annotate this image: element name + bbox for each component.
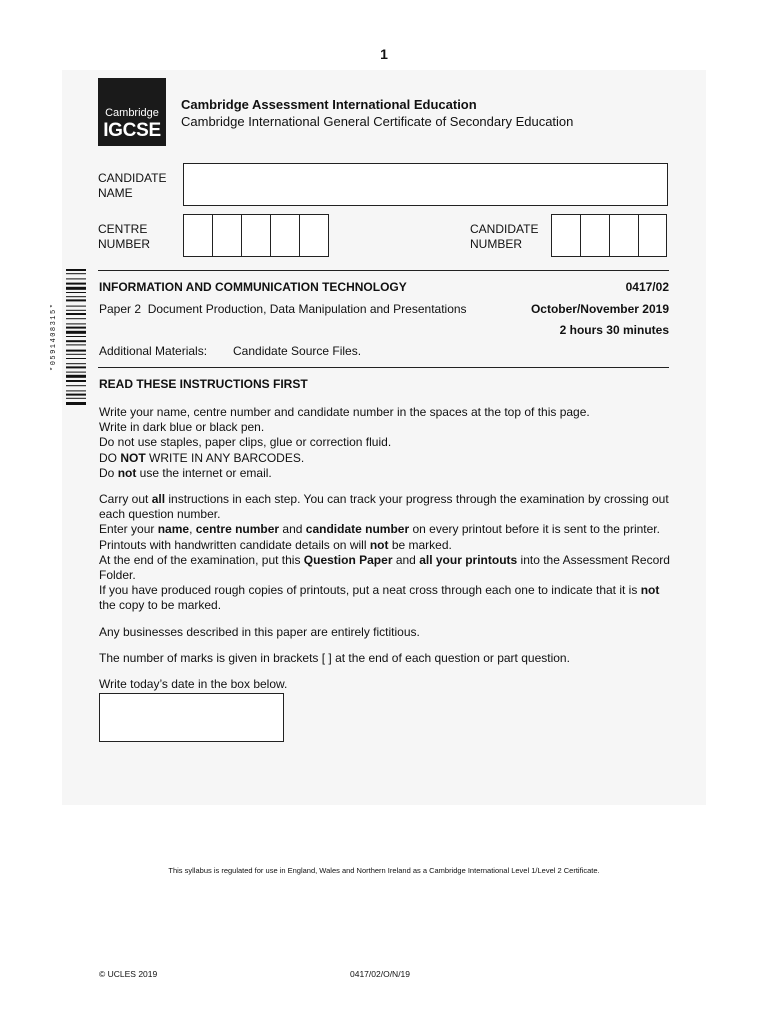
- instruction-line: [99, 451, 674, 466]
- candidate-number-label-line-1: CANDIDATE: [470, 222, 539, 236]
- candidate-number-label: [470, 222, 538, 252]
- centre-number-label-line-1: CENTRE: [98, 222, 148, 236]
- date-field[interactable]: [99, 693, 284, 742]
- barcode-bar: [66, 296, 86, 297]
- barcode-bar: [66, 287, 86, 290]
- barcode-bar: [66, 327, 86, 329]
- barcode-bar: [66, 350, 86, 352]
- barcode-bar: [66, 269, 86, 271]
- barcode-bar: [66, 331, 86, 334]
- instructions-paragraph-1: [99, 405, 674, 481]
- instruction-line: Write your name, centre number and candidate number in the spaces at the top of this page.: [99, 405, 590, 419]
- instruction-line: [99, 538, 674, 553]
- paper-title: Paper 2 Document Production, Data Manipulation and Presentations: [99, 302, 467, 316]
- bold-run: all: [151, 492, 166, 506]
- instruction-line: [99, 492, 674, 522]
- bold-run: NOT: [120, 450, 146, 465]
- logo-line-1: Cambridge: [105, 107, 159, 119]
- subject-code: 0417/02: [625, 280, 669, 294]
- text-run: and: [392, 552, 420, 567]
- text-run: instructions in each step. You can track your progress through the examination by crossing out each question number.: [99, 492, 669, 522]
- centre-number-digit-box[interactable]: [212, 214, 242, 257]
- instructions-heading: READ THESE INSTRUCTIONS FIRST: [99, 377, 308, 391]
- instructions-paragraph-5: Write today’s date in the box below.: [99, 677, 288, 691]
- divider-line: [98, 367, 669, 368]
- instructions-paragraph-2: [99, 492, 674, 614]
- barcode-bar: [66, 318, 86, 319]
- bold-run: not: [369, 537, 389, 552]
- text-run: Carry out: [99, 492, 152, 506]
- bold-run: centre number: [195, 522, 280, 537]
- text-run: If you have produced rough copies of printouts, put a neat cross through each one to indicate that it is: [99, 583, 641, 598]
- instruction-line: [99, 466, 674, 481]
- instructions-paragraph-3: Any businesses described in this paper are entirely fictitious.: [99, 625, 420, 639]
- centre-number-digit-box[interactable]: [241, 214, 271, 257]
- bold-run: all your printouts: [419, 552, 518, 567]
- centre-number-digit-box[interactable]: [299, 214, 329, 257]
- page-number: 1: [380, 46, 388, 62]
- instruction-line: [99, 553, 674, 583]
- candidate-name-label-line-2: NAME: [98, 186, 133, 200]
- text-run: use the internet or email.: [136, 465, 272, 480]
- candidate-number-digit-box[interactable]: [609, 214, 639, 257]
- text-run: and: [279, 522, 306, 537]
- text-run: into the Assessment Record Folder.: [99, 552, 670, 583]
- candidate-number-label-line-2: NUMBER: [470, 237, 523, 251]
- centre-number-label-line-2: NUMBER: [98, 237, 151, 251]
- barcode: [58, 269, 86, 405]
- instruction-line: [99, 583, 674, 613]
- barcode-bar: [66, 394, 86, 396]
- candidate-name-label-line-1: CANDIDATE: [98, 171, 167, 185]
- subject-title: INFORMATION AND COMMUNICATION TECHNOLOGY: [99, 280, 407, 294]
- instructions-paragraph-4: The number of marks is given in brackets [ ] at the end of each question or part question.: [99, 651, 570, 665]
- barcode-bar: [66, 313, 86, 315]
- paper-reference: 0417/02/O/N/19: [350, 969, 411, 979]
- text-run: be marked.: [388, 537, 452, 552]
- barcode-bar: [66, 310, 86, 311]
- barcode-bar: [66, 336, 86, 337]
- text-run: Enter your: [99, 522, 158, 537]
- barcode-bar: [66, 299, 86, 301]
- barcode-bar: [66, 292, 86, 293]
- exam-duration: 2 hours 30 minutes: [559, 323, 669, 337]
- text-run: the copy to be marked.: [99, 598, 222, 613]
- barcode-text: *0591408315*: [50, 302, 58, 372]
- organisation-title: Cambridge Assessment International Education: [181, 97, 477, 112]
- barcode-bar: [66, 306, 86, 307]
- bold-run: not: [117, 465, 137, 480]
- centre-number-field[interactable]: [183, 214, 329, 257]
- additional-materials-value: Candidate Source Files.: [233, 344, 362, 358]
- candidate-number-digit-box[interactable]: [638, 214, 667, 257]
- bold-run: Question Paper: [303, 552, 393, 567]
- instruction-line: Write in dark blue or black pen.: [99, 420, 265, 435]
- barcode-bar: [66, 372, 86, 373]
- text-run: Do: [99, 465, 118, 480]
- exam-session: October/November 2019: [530, 302, 669, 316]
- text-run: At the end of the examination, put this: [99, 552, 304, 567]
- bold-run: not: [640, 583, 660, 598]
- barcode-bar: [66, 358, 86, 359]
- text-run: ,: [189, 522, 196, 537]
- barcode-bar: [66, 402, 86, 405]
- barcode-bar: [66, 340, 86, 342]
- barcode-bar: [66, 398, 86, 399]
- barcode-bar: [66, 344, 86, 345]
- cambridge-igcse-logo: [98, 78, 166, 146]
- barcode-bar: [66, 366, 86, 368]
- barcode-bar: [66, 354, 86, 355]
- candidate-number-digit-box[interactable]: [580, 214, 610, 257]
- additional-materials-label: Additional Materials:: [99, 344, 208, 358]
- barcode-bar: [66, 363, 86, 364]
- logo-line-2: IGCSE: [103, 120, 161, 141]
- barcode-bar: [66, 323, 86, 324]
- barcode-bar: [66, 283, 86, 285]
- centre-number-digit-box[interactable]: [270, 214, 300, 257]
- candidate-number-digit-box[interactable]: [551, 214, 581, 257]
- bold-run: name: [157, 522, 190, 537]
- instruction-line: [99, 522, 674, 537]
- centre-number-label: [98, 222, 150, 252]
- centre-number-digit-box[interactable]: [183, 214, 213, 257]
- barcode-bar: [66, 278, 86, 279]
- text-run: WRITE IN ANY BARCODES.: [145, 450, 305, 465]
- bold-run: candidate number: [305, 522, 410, 537]
- text-run: on every printout before it is sent to the printer.: [409, 522, 660, 537]
- candidate-number-field[interactable]: [551, 214, 667, 257]
- barcode-bar: [66, 380, 86, 382]
- divider-line: [98, 270, 669, 271]
- candidate-name-label: [98, 171, 166, 201]
- barcode-bar: [66, 273, 86, 274]
- copyright-notice: © UCLES 2019: [99, 969, 158, 979]
- barcode-bar: [66, 385, 86, 386]
- organisation-subtitle: Cambridge International General Certificate of Secondary Education: [181, 114, 574, 129]
- text-run: Printouts with handwritten candidate details on will: [99, 537, 370, 552]
- barcode-bar: [66, 390, 86, 391]
- candidate-name-field[interactable]: [183, 163, 668, 206]
- text-run: DO: [99, 450, 121, 465]
- instruction-line: Do not use staples, paper clips, glue or correction fluid.: [99, 435, 392, 450]
- syllabus-statement: This syllabus is regulated for use in England, Wales and Northern Ireland as a Cambridge International Level 1/Level 2 Certificate.: [168, 866, 600, 875]
- barcode-bar: [66, 375, 86, 378]
